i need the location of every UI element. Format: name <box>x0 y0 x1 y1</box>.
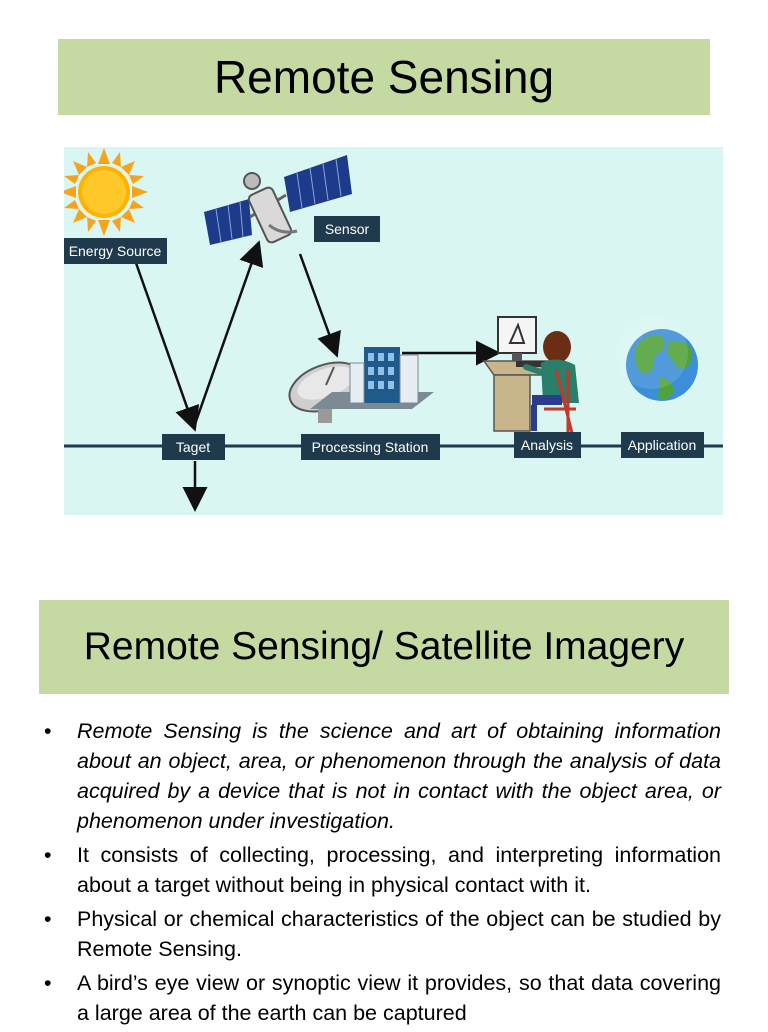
incident-energy-arrow <box>136 263 194 427</box>
globe-icon <box>616 317 698 401</box>
bullet-list <box>40 716 721 1032</box>
list-item: • Remote Sensing is the science and art of obtaining information about an object, area, or phenomenon through the analysis of data acquired by a device that is not in contact with the object area, or phenomenon under investigation. <box>40 716 721 836</box>
processing-station-label <box>301 434 440 460</box>
svg-text:Analysis: Analysis <box>520 437 574 453</box>
svg-text:Taget: Taget <box>175 439 211 455</box>
section-heading: Remote Sensing/ Satellite Imagery <box>39 600 729 694</box>
list-item: • It consists of collecting, processing, and interpreting information about a target without being in physical contact with it. <box>40 840 721 900</box>
diagram-canvas <box>64 147 723 515</box>
reflected-energy-arrow <box>194 245 258 427</box>
bullet-dot: • <box>44 719 52 743</box>
remote-sensing-diagram <box>64 147 723 515</box>
sun-icon <box>64 148 148 236</box>
page-title: Remote Sensing <box>58 39 710 115</box>
svg-text:Processing Station: Processing Station <box>311 439 429 455</box>
bullet-dot: • <box>44 843 52 867</box>
analyst-computer-icon <box>484 317 579 433</box>
svg-text:Application: Application <box>627 437 697 453</box>
svg-text:Sensor: Sensor <box>324 221 370 237</box>
sensor-label <box>314 216 380 242</box>
bullet-dot: • <box>44 971 52 995</box>
list-item: • Physical or chemical characteristics of the object can be studied by Remote Sensing. <box>40 904 721 964</box>
target-label <box>162 434 225 460</box>
svg-text:Energy Source: Energy Source <box>68 243 162 259</box>
analysis-label <box>514 432 581 458</box>
application-label <box>621 432 704 458</box>
downlink-arrow <box>300 254 336 353</box>
bullet-dot: • <box>44 907 52 931</box>
energy-source-label <box>64 238 167 264</box>
list-item: • A bird’s eye view or synoptic view it provides, so that data covering a large area of the earth can be captured <box>40 968 721 1028</box>
